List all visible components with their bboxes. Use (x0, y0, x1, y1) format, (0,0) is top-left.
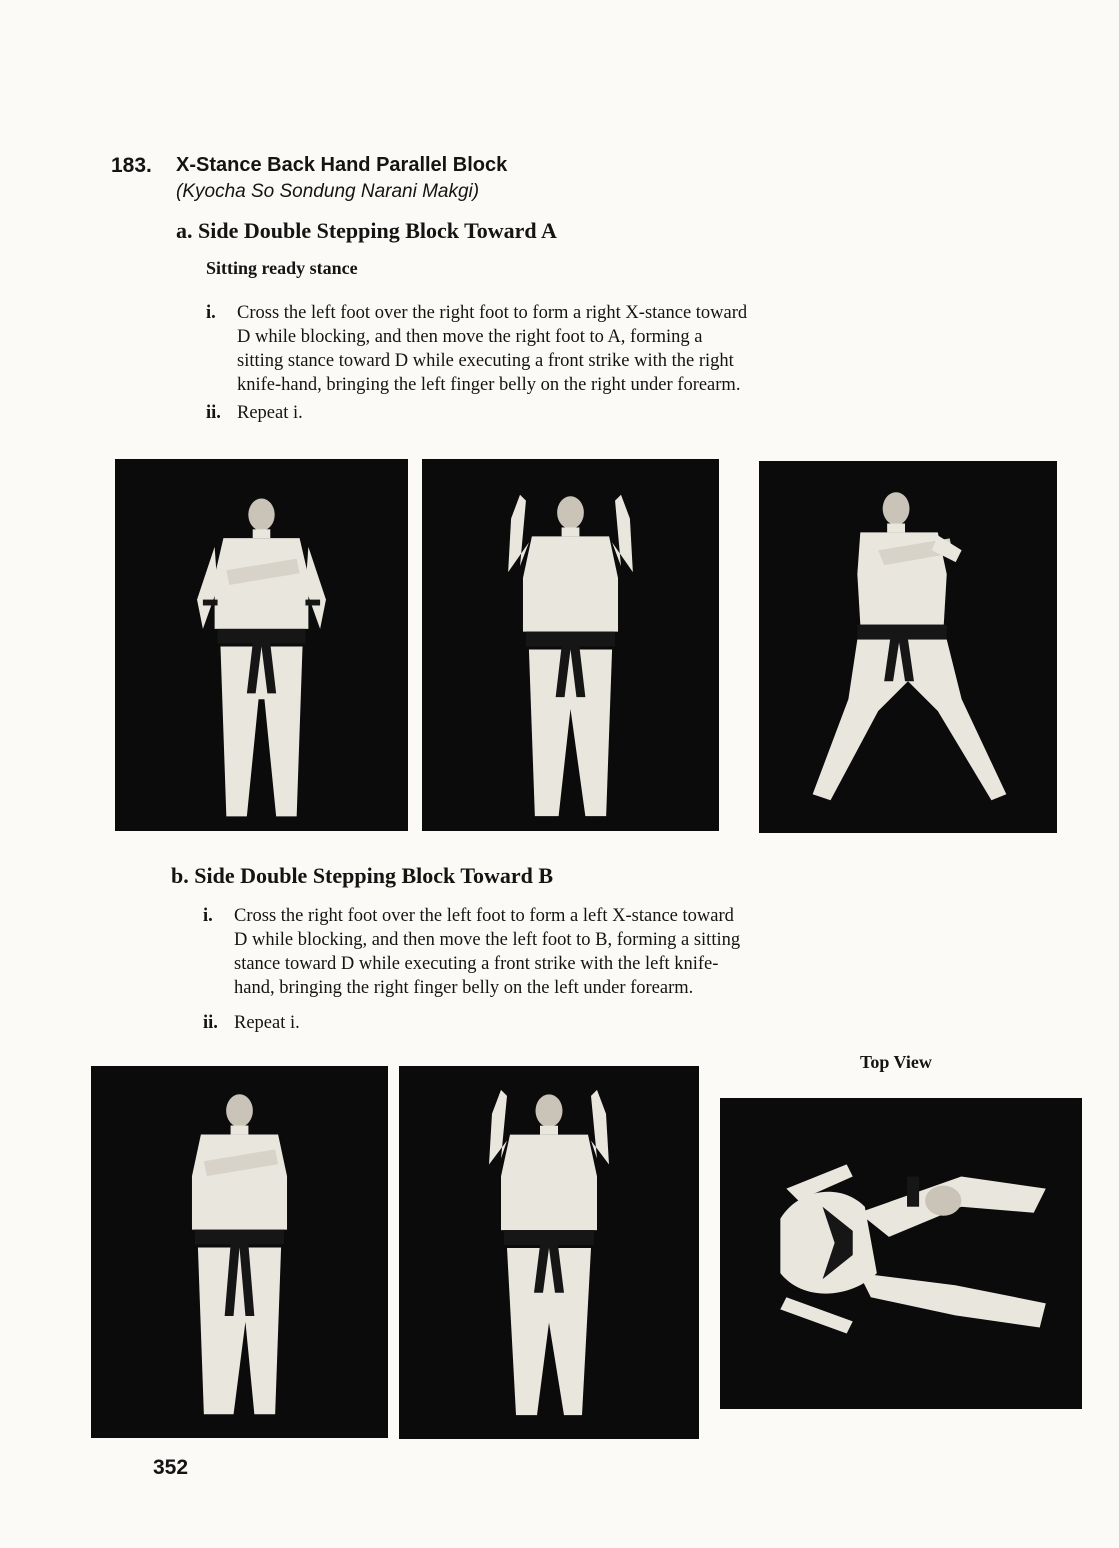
photo-a2-hands-raised (422, 459, 719, 831)
step-line: D while blocking, and then move the left foot to B, forming a sitting (234, 930, 741, 950)
step-line: sitting stance toward D while executing a front strike with the right (237, 351, 734, 371)
page-number: 352 (153, 1456, 189, 1479)
step-line: Repeat i. (234, 1013, 300, 1033)
photo-b1-x-stance-block (91, 1066, 388, 1438)
page-subtitle: (Kyocha So Sondung Narani Makgi) (176, 181, 480, 202)
photo-a3-sitting-stance-strike (759, 461, 1057, 833)
section-a-title: a. Side Double Stepping Block Toward A (176, 218, 557, 243)
photo-b3-top-view (720, 1098, 1082, 1409)
photo-a1-ready-stance (115, 459, 408, 831)
step-line: D while blocking, and then move the right foot to A, forming a (237, 327, 703, 347)
step-line: Cross the left foot over the right foot to form a right X-stance toward (237, 303, 748, 323)
step-number: ii. (203, 1013, 218, 1033)
section-number: 183. (111, 154, 152, 177)
step-number: i. (206, 303, 216, 323)
step-number: ii. (206, 403, 221, 423)
top-view-label: Top View (860, 1052, 932, 1072)
ready-stance-label: Sitting ready stance (206, 258, 358, 278)
step-line: stance toward D while executing a front strike with the left knife- (234, 954, 719, 974)
step-line: hand, bringing the right finger belly on the left under forearm. (234, 978, 694, 998)
step-number: i. (203, 906, 213, 926)
page-title: X-Stance Back Hand Parallel Block (176, 154, 508, 176)
step-line: Cross the right foot over the left foot to form a left X-stance toward (234, 906, 734, 926)
step-line: Repeat i. (237, 403, 303, 423)
section-b-step-2 (203, 1011, 603, 1037)
section-a-step-2 (206, 401, 606, 427)
section-b-step-1 (203, 904, 938, 1000)
section-b-title: b. Side Double Stepping Block Toward B (171, 863, 554, 888)
step-line: knife-hand, bringing the left finger belly on the right under forearm. (237, 375, 741, 395)
section-a-step-1 (206, 301, 938, 397)
photo-b2-hands-raised (399, 1066, 699, 1439)
